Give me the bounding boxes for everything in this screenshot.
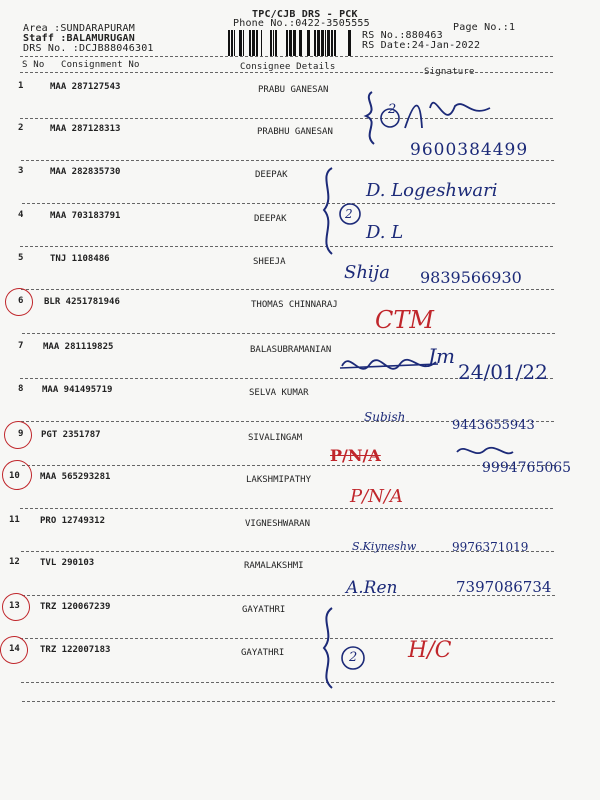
signature-row-12: A.Ren [346, 578, 398, 598]
barcode-bar [231, 30, 233, 56]
circled-two-rows-1-2: 2 [388, 102, 397, 117]
consignee-name: SELVA KUMAR [249, 388, 309, 398]
barcode-bar [239, 30, 242, 56]
consignee-name: PRABU GANESAN [258, 85, 329, 95]
barcode-bar [289, 30, 292, 56]
red-circle-row-9 [2, 419, 34, 451]
row-divider [22, 701, 555, 702]
page-number: Page No.:1 [453, 22, 516, 33]
staff-label: Staff :BALAMURUGAN [23, 33, 135, 44]
row-divider [20, 638, 553, 639]
barcode-bar [293, 30, 296, 56]
circled-two-rows-13-14: 2 [349, 650, 358, 665]
col-consignment: Consignment No [61, 60, 140, 70]
barcode-bar [252, 30, 255, 56]
header-divider [20, 56, 553, 57]
signature-scribble-row-9 [455, 440, 515, 462]
row-number: 6 [18, 296, 24, 306]
date-handwritten-row-7: 24/01/22 [458, 360, 548, 384]
phone-handwritten-row-11: 9976371019 [452, 540, 529, 554]
barcode-bar [249, 30, 251, 56]
red-circle-row-10 [0, 458, 34, 493]
barcode-image [228, 30, 356, 56]
status-red-row-9: P/N/A [330, 446, 381, 465]
brace-rows-13-14 [318, 606, 378, 690]
consignee-name: SHEEJA [253, 257, 286, 267]
column-divider [20, 72, 553, 73]
consignment-number: MAA 287127543 [50, 82, 121, 92]
consignment-number: TRZ 122007183 [40, 645, 111, 655]
barcode-bar [314, 30, 316, 56]
consignee-name: DEEPAK [255, 170, 288, 180]
barcode-bar [327, 30, 330, 56]
consignment-number: PRO 12749312 [40, 516, 106, 526]
row-number: 3 [18, 166, 24, 176]
row-number: 7 [18, 341, 24, 351]
consignment-number: MAA 282835730 [50, 167, 121, 177]
signature-row-7: Jm [428, 344, 455, 368]
barcode-bar [273, 30, 274, 56]
barcode-bar [256, 30, 258, 56]
consignment-number: TVL 290103 [40, 558, 95, 568]
consignment-number: TNJ 1108486 [50, 254, 110, 264]
row-divider [21, 289, 554, 290]
col-sno: S No [22, 60, 45, 70]
row-divider [20, 246, 553, 247]
status-red-row-14: H/C [408, 638, 452, 663]
red-circle-row-6 [3, 286, 35, 318]
barcode-bar [243, 30, 244, 56]
barcode-bar [331, 30, 333, 56]
signature-row-11: S.Kiyneshw [352, 540, 417, 553]
row-number: 5 [18, 253, 24, 263]
row-number: 13 [9, 601, 20, 611]
barcode-bar [228, 30, 230, 56]
consignee-name: THOMAS CHINNARAJ [251, 300, 338, 310]
area-label: Area :SUNDARAPURAM [23, 23, 135, 34]
consignment-number: MAA 941495719 [42, 385, 113, 395]
barcode-bar [234, 30, 235, 56]
barcode-bar [275, 30, 277, 56]
rs-number: RS No.:880463 [362, 30, 443, 41]
barcode-bar [317, 30, 320, 56]
consignee-name: SIVALINGAM [248, 433, 303, 443]
consignee-name: GAYATHRI [242, 605, 286, 615]
barcode-bar [299, 30, 302, 56]
consignee-name: DEEPAK [254, 214, 287, 224]
barcode-bar [286, 30, 288, 56]
phone-handwritten-row-2: 9600384499 [410, 140, 529, 160]
row-divider [21, 160, 554, 161]
consignment-number: MAA 281119825 [43, 342, 114, 352]
barcode-bar [321, 30, 324, 56]
barcode-bar [334, 30, 336, 56]
document-title: TPC/CJB DRS - PCK [252, 9, 358, 20]
consignee-name: BALASUBRAMANIAN [250, 345, 332, 355]
row-number: 8 [18, 384, 24, 394]
row-number: 11 [9, 515, 20, 525]
phone-handwritten-row-9: 9994765065 [482, 460, 572, 476]
row-number: 2 [18, 123, 24, 133]
col-consignee: Consignee Details [240, 62, 336, 72]
consignee-name: VIGNESHWARAN [245, 519, 311, 529]
row-divider [21, 682, 554, 683]
row-number: 12 [9, 557, 20, 567]
phone-handwritten-row-5: 9839566930 [420, 268, 522, 287]
row-number: 10 [9, 471, 20, 481]
row-number: 1 [18, 81, 24, 91]
consignment-number: TRZ 120067239 [40, 602, 111, 612]
signature-row-4: D. L [366, 222, 404, 243]
status-red-row-10: P/N/A [350, 486, 403, 507]
drs-number: DRS No. :DCJB88046301 [23, 43, 154, 54]
phone-number: Phone No.:0422-3505555 [233, 18, 370, 29]
signature-row-8: Subish [364, 410, 406, 424]
barcode-bar [307, 30, 310, 56]
barcode-bar [325, 30, 326, 56]
barcode-bar [270, 30, 272, 56]
consignment-number: MAA 287128313 [50, 124, 121, 134]
barcode-bar [348, 30, 351, 56]
row-divider [22, 203, 555, 204]
phone-handwritten-row-8: 9443655943 [452, 418, 535, 433]
signature-row-5: Shija [344, 262, 390, 283]
consignee-name: RAMALAKSHMI [244, 561, 304, 571]
row-number: 9 [18, 429, 24, 439]
row-number: 4 [18, 210, 24, 220]
consignment-number: PGT 2351787 [41, 430, 101, 440]
col-signature: Signature [424, 67, 475, 77]
row-divider [22, 465, 555, 466]
signature-row-6: CTM [375, 306, 434, 334]
barcode-bar [261, 30, 262, 56]
circled-two-rows-3-4: 2 [345, 207, 353, 221]
consignee-name: GAYATHRI [241, 648, 285, 658]
consignee-name: LAKSHMIPATHY [246, 475, 312, 485]
phone-handwritten-row-12: 7397086734 [456, 578, 552, 596]
consignee-name: PRABHU GANESAN [257, 127, 333, 137]
consignment-number: MAA 703183791 [50, 211, 121, 221]
struck-out-scribble-row-7 [340, 346, 440, 386]
row-divider [20, 508, 553, 509]
signature-scribble-rows-1-2 [360, 88, 500, 148]
consignment-number: MAA 565293281 [40, 472, 111, 482]
consignment-number: BLR 4251781946 [44, 297, 120, 307]
row-divider [22, 333, 555, 334]
row-number: 14 [9, 644, 20, 654]
signature-row-3: D. Logeshwari [366, 180, 498, 201]
rs-date: RS Date:24-Jan-2022 [362, 40, 481, 51]
